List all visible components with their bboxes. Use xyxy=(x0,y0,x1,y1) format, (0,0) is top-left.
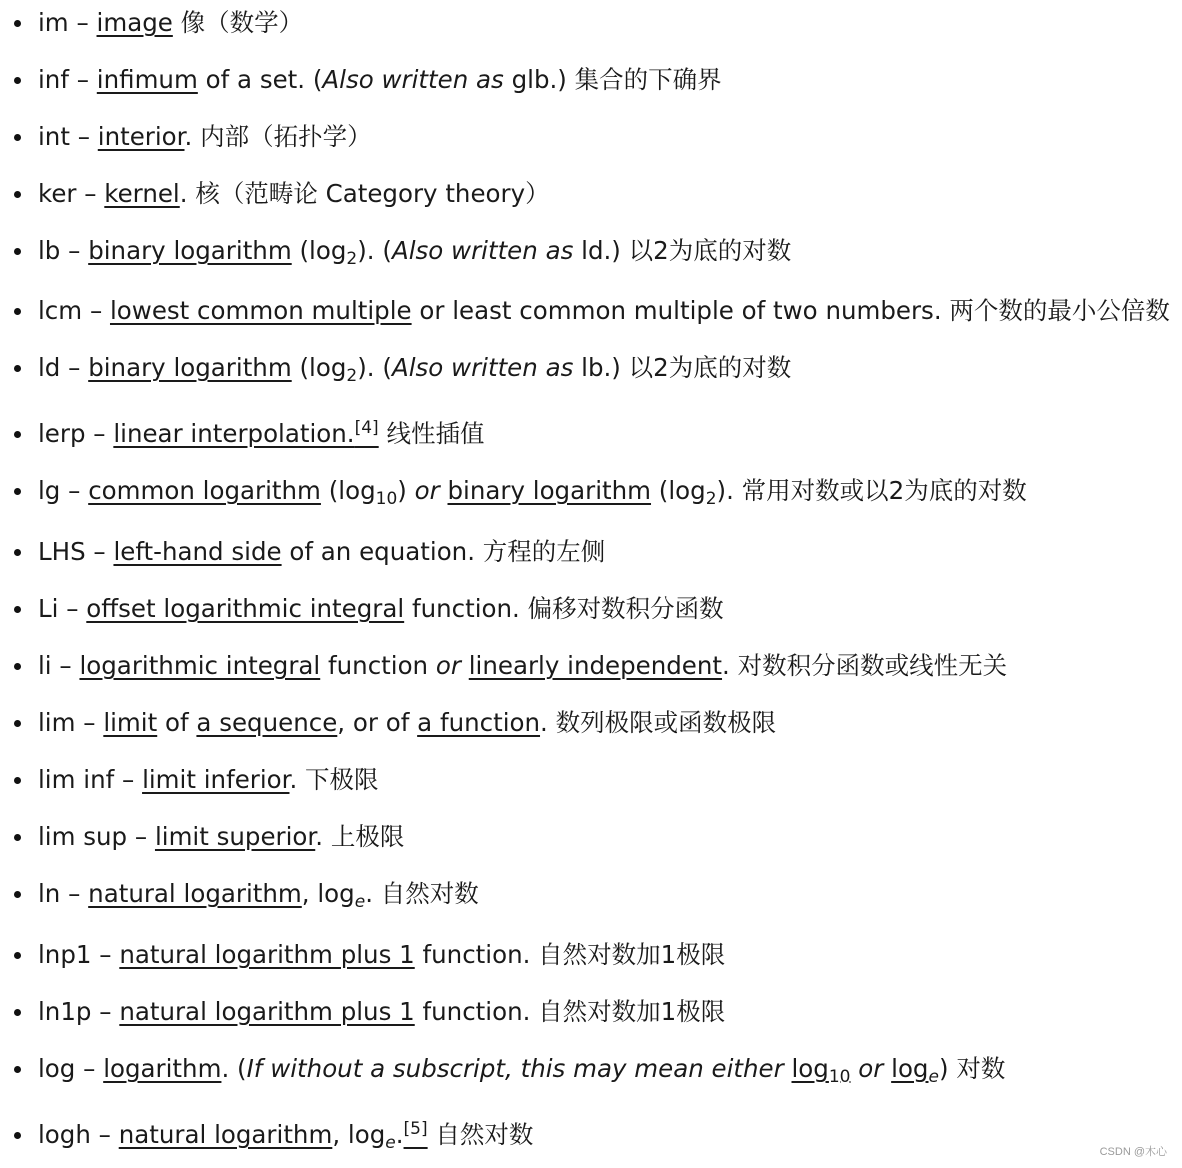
entry-rest: function. 自然对数加1极限 xyxy=(414,997,726,1026)
entry-dash: – xyxy=(58,594,87,623)
entry-rest: lb.) 以2为底的对数 xyxy=(573,353,792,382)
entry-dash: – xyxy=(60,476,89,505)
entry-abbr: lerp xyxy=(38,419,86,448)
list-item-int xyxy=(0,117,1175,157)
list-item-ld xyxy=(0,348,1175,388)
entry-abbr: lim inf xyxy=(38,765,115,794)
bullet-icon xyxy=(14,606,21,613)
list-item-lcm xyxy=(0,291,1175,331)
entry-rest: . 数列极限或函数极限 xyxy=(540,708,777,737)
entry-rest: function. 偏移对数积分函数 xyxy=(404,594,724,623)
link-logarithmic-integral[interactable]: logarithmic integral xyxy=(79,651,321,680)
link-linear-interpolation[interactable] xyxy=(113,419,378,448)
entry-dash: – xyxy=(82,296,110,325)
entry-abbr: Li xyxy=(38,594,59,623)
bullet-icon xyxy=(14,720,21,727)
entry-dash: – xyxy=(60,353,89,382)
link-infimum[interactable]: infimum xyxy=(96,65,198,94)
entry-rest: ) 对数 xyxy=(938,1054,1006,1083)
entry-italic: or xyxy=(850,1054,892,1083)
entry-abbr: lcm xyxy=(38,296,83,325)
link-binary-logarithm[interactable]: binary logarithm xyxy=(88,236,292,265)
footnote-ref: [5] xyxy=(403,1119,428,1139)
bullet-icon xyxy=(14,488,21,495)
entry-abbr: log xyxy=(38,1054,76,1083)
entry-rest: ). 常用对数或以2为底的对数 xyxy=(716,476,1027,505)
entry-dash: – xyxy=(76,179,105,208)
entry-dash: – xyxy=(85,537,114,566)
entry-rest: , or of xyxy=(337,708,418,737)
entry-rest: of an equation. 方程的左侧 xyxy=(281,537,606,566)
link-logarithm[interactable]: logarithm xyxy=(103,1054,222,1083)
link-common-logarithm[interactable] xyxy=(791,1054,851,1087)
entry-text xyxy=(38,471,1027,511)
link-lowest-common-multiple[interactable]: lowest common multiple xyxy=(109,296,412,325)
link-offset-logarithmic-integral[interactable]: offset logarithmic integral xyxy=(86,594,405,623)
entry-text xyxy=(38,60,722,100)
entry-rest: (log xyxy=(291,236,347,265)
entry-rest: ). ( xyxy=(357,236,392,265)
entry-text xyxy=(38,935,725,975)
entry-text xyxy=(38,532,605,572)
entry-abbr: ker xyxy=(38,179,77,208)
entry-abbr: logh xyxy=(38,1120,91,1149)
entry-text xyxy=(38,291,1170,331)
link-binary-logarithm[interactable]: binary logarithm xyxy=(88,353,292,382)
bullet-icon xyxy=(14,663,21,670)
entry-dash: – xyxy=(68,65,97,94)
link-label: linear interpolation. xyxy=(113,419,355,448)
bullet-icon xyxy=(14,77,21,84)
bullet-icon xyxy=(14,549,21,556)
entry-rest: , log xyxy=(301,879,355,908)
subscript: 2 xyxy=(705,489,717,509)
bullet-icon xyxy=(14,431,21,438)
link-common-logarithm[interactable]: common logarithm xyxy=(88,476,321,505)
entry-abbr: im xyxy=(38,8,69,37)
link-image[interactable]: image xyxy=(96,8,173,37)
list-item-lerp xyxy=(0,414,1175,454)
entry-text xyxy=(38,1115,533,1155)
link-natural-logarithm-plus-1[interactable]: natural logarithm plus 1 xyxy=(119,940,415,969)
footnote-link[interactable] xyxy=(404,1120,428,1149)
entry-dash: – xyxy=(69,122,98,151)
entry-abbr: inf xyxy=(38,65,69,94)
entry-rest: of xyxy=(157,708,197,737)
list-item-ker xyxy=(0,174,1175,214)
entry-rest: 像（数学） xyxy=(172,8,304,37)
entry-rest: (log xyxy=(651,476,706,505)
bullet-icon xyxy=(14,1066,21,1073)
subscript: 2 xyxy=(346,366,358,386)
list-item-lim xyxy=(0,703,1175,743)
entry-italic: or xyxy=(414,476,440,505)
entry-text xyxy=(38,348,791,388)
link-natural-logarithm[interactable]: natural logarithm xyxy=(118,1120,333,1149)
entry-dash: – xyxy=(68,8,97,37)
entry-dash: – xyxy=(85,419,114,448)
entry-rest: ld.) 以2为底的对数 xyxy=(573,236,792,265)
link-kernel[interactable]: kernel xyxy=(104,179,180,208)
subscript: 10 xyxy=(828,1067,851,1087)
entry-rest: . 下极限 xyxy=(289,765,379,794)
watermark: CSDN @木心 xyxy=(1099,1146,1167,1158)
entry-text xyxy=(38,1049,1005,1089)
entry-italic: Also written as xyxy=(322,65,504,94)
entry-rest: . xyxy=(395,1120,404,1149)
entry-text xyxy=(38,703,776,743)
list-item-log xyxy=(0,1049,1175,1089)
link-limit[interactable]: limit xyxy=(103,708,158,737)
entry-dash: – xyxy=(91,940,120,969)
entry-abbr: LHS xyxy=(38,537,86,566)
list-item-lim-inf xyxy=(0,760,1175,800)
link-left-hand-side[interactable]: left-hand side xyxy=(113,537,282,566)
entry-text xyxy=(38,231,791,271)
entry-text xyxy=(38,174,550,214)
entry-rest: . 内部（拓扑学） xyxy=(184,122,372,151)
entry-dash: – xyxy=(60,236,89,265)
bullet-icon xyxy=(14,308,21,315)
list-item-lnp1 xyxy=(0,935,1175,975)
bullet-icon xyxy=(14,248,21,255)
entry-text xyxy=(38,3,303,43)
link-linearly-independent[interactable]: linearly independent xyxy=(468,651,723,680)
entry-abbr: int xyxy=(38,122,70,151)
link-binary-logarithm[interactable]: binary logarithm xyxy=(447,476,652,505)
link-natural-logarithm-plus-1[interactable]: natural logarithm plus 1 xyxy=(119,997,415,1026)
link-natural-logarithm[interactable] xyxy=(891,1054,939,1087)
entry-dash: – xyxy=(75,708,104,737)
entry-rest: function xyxy=(320,651,436,680)
bullet-icon xyxy=(14,777,21,784)
entry-text xyxy=(38,414,485,454)
list-item-im xyxy=(0,3,1175,43)
entry-rest: (log xyxy=(320,476,376,505)
entry-abbr: li xyxy=(38,651,52,680)
entry-italic: Also written as xyxy=(391,353,574,382)
bullet-icon xyxy=(14,365,21,372)
link-a-sequence[interactable]: a sequence xyxy=(196,708,338,737)
entry-text xyxy=(38,646,1007,686)
link-interior[interactable]: interior xyxy=(97,122,185,151)
entry-rest: of a set. ( xyxy=(197,65,323,94)
bullet-icon xyxy=(14,134,21,141)
list-item-ln1p xyxy=(0,992,1175,1032)
entry-abbr: ln xyxy=(38,879,61,908)
entry-rest: or least common multiple of two numbers. 两个数的最小公倍数 xyxy=(411,296,1170,325)
link-a-function[interactable]: a function xyxy=(417,708,541,737)
entry-rest xyxy=(440,476,448,505)
entry-abbr: ld xyxy=(38,353,61,382)
entry-text xyxy=(38,760,379,800)
list-item-lhs xyxy=(0,532,1175,572)
subscript: e xyxy=(928,1067,939,1087)
bullet-icon xyxy=(14,834,21,841)
entry-rest xyxy=(784,1054,792,1083)
bullet-icon xyxy=(14,891,21,898)
list-item-li-offset xyxy=(0,589,1175,629)
entry-rest: . 对数积分函数或线性无关 xyxy=(722,651,1008,680)
link-label: log xyxy=(791,1054,829,1083)
subscript: e xyxy=(385,1133,396,1153)
entry-abbr: lnp1 xyxy=(38,940,92,969)
entry-rest: ). ( xyxy=(357,353,392,382)
entry-text xyxy=(38,874,479,914)
entry-italic: or xyxy=(435,651,461,680)
list-item-li xyxy=(0,646,1175,686)
entry-italic: Also written as xyxy=(391,236,574,265)
bullet-icon xyxy=(14,1132,21,1139)
footnote-ref: [4] xyxy=(354,418,379,438)
entry-dash: – xyxy=(114,765,143,794)
entry-dash: – xyxy=(90,1120,119,1149)
entry-rest: glb.) 集合的下确界 xyxy=(503,65,722,94)
entry-text xyxy=(38,817,404,857)
subscript: 2 xyxy=(346,249,358,269)
entry-rest: . ( xyxy=(221,1054,247,1083)
bullet-icon xyxy=(14,1009,21,1016)
entry-dash: – xyxy=(127,822,155,851)
list-item-lb xyxy=(0,231,1175,271)
entry-rest: . 核（范畴论 Category theory） xyxy=(179,179,550,208)
list-item-inf xyxy=(0,60,1175,100)
entry-text xyxy=(38,117,372,157)
entry-abbr: lg xyxy=(38,476,61,505)
list-item-lg xyxy=(0,471,1175,511)
list-item-lim-sup xyxy=(0,817,1175,857)
entry-rest: function. 自然对数加1极限 xyxy=(414,940,726,969)
link-label: log xyxy=(891,1054,929,1083)
entry-rest: 线性插值 xyxy=(378,419,485,448)
entry-rest: , log xyxy=(332,1120,386,1149)
entry-abbr: lb xyxy=(38,236,61,265)
entry-rest: 自然对数 xyxy=(427,1120,534,1149)
bullet-icon xyxy=(14,191,21,198)
entry-dash: – xyxy=(51,651,80,680)
subscript: 10 xyxy=(375,489,398,509)
entry-rest xyxy=(461,651,469,680)
entry-dash: – xyxy=(60,879,89,908)
link-natural-logarithm[interactable]: natural logarithm xyxy=(88,879,302,908)
entry-rest: . 上极限 xyxy=(315,822,405,851)
entry-abbr: lim xyxy=(38,708,76,737)
entry-text xyxy=(38,992,725,1032)
entry-abbr: ln1p xyxy=(38,997,92,1026)
entry-italic: If without a subscript, this may mean either xyxy=(246,1054,784,1083)
link-limit-inferior[interactable]: limit inferior xyxy=(142,765,290,794)
entry-text xyxy=(38,589,724,629)
subscript: e xyxy=(354,892,366,912)
list-item-logh xyxy=(0,1115,1175,1155)
entry-rest: ) xyxy=(397,476,415,505)
entry-dash: – xyxy=(91,997,120,1026)
entry-dash: – xyxy=(75,1054,104,1083)
bullet-icon xyxy=(14,952,21,959)
entry-abbr: lim sup xyxy=(38,822,128,851)
bullet-icon xyxy=(14,20,21,27)
entry-rest: (log xyxy=(291,353,347,382)
list-item-ln xyxy=(0,874,1175,914)
entry-rest: . 自然对数 xyxy=(365,879,479,908)
link-limit-superior[interactable]: limit superior xyxy=(154,822,316,851)
